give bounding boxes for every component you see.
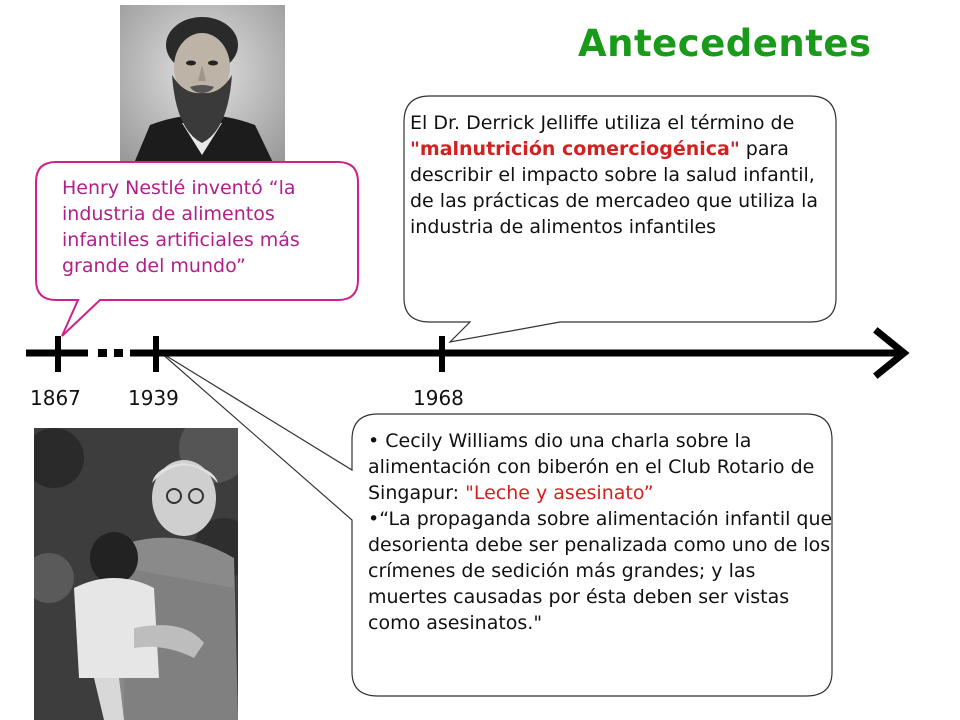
williams-description — [368, 428, 838, 636]
timeline-gap-dot — [114, 349, 123, 357]
nestle-quote: Henry Nestlé inventó “la industria de alimentos infantiles artificiales más grande del mundo” — [62, 177, 300, 277]
williams-talk-title: "Leche y asesinato” — [465, 482, 654, 504]
jelliffe-text-end: para describir el impacto sobre la salud infantil, de las prácticas de mercadeo que utiliza la industria de alimentos infantiles — [410, 138, 818, 238]
williams-bullet-2: •“La propaganda sobre alimentación infantil que desorienta debe ser penalizada como uno de los crímenes de sedición más grandes; y las muertes causadas por ésta deben ser vistas como asesinatos." — [368, 508, 833, 634]
jelliffe-text-start: El Dr. Derrick Jelliffe utiliza el término de — [410, 112, 795, 134]
jelliffe-term-highlight: "malnutrición comerciogénica" — [410, 138, 740, 160]
year-label-1867: 1867 — [30, 386, 81, 410]
williams-bullet-1 — [368, 428, 838, 506]
jelliffe-description — [410, 110, 830, 240]
year-label-1968: 1968 — [413, 386, 464, 410]
timeline-gap-dot — [98, 349, 107, 357]
williams-bullet-1-text: • Cecily Williams dio una charla sobre la alimentación con biberón en el Club Rotario de Singapur: — [368, 430, 815, 504]
year-label-1939: 1939 — [128, 386, 179, 410]
slide-title: Antecedentes — [578, 22, 872, 65]
